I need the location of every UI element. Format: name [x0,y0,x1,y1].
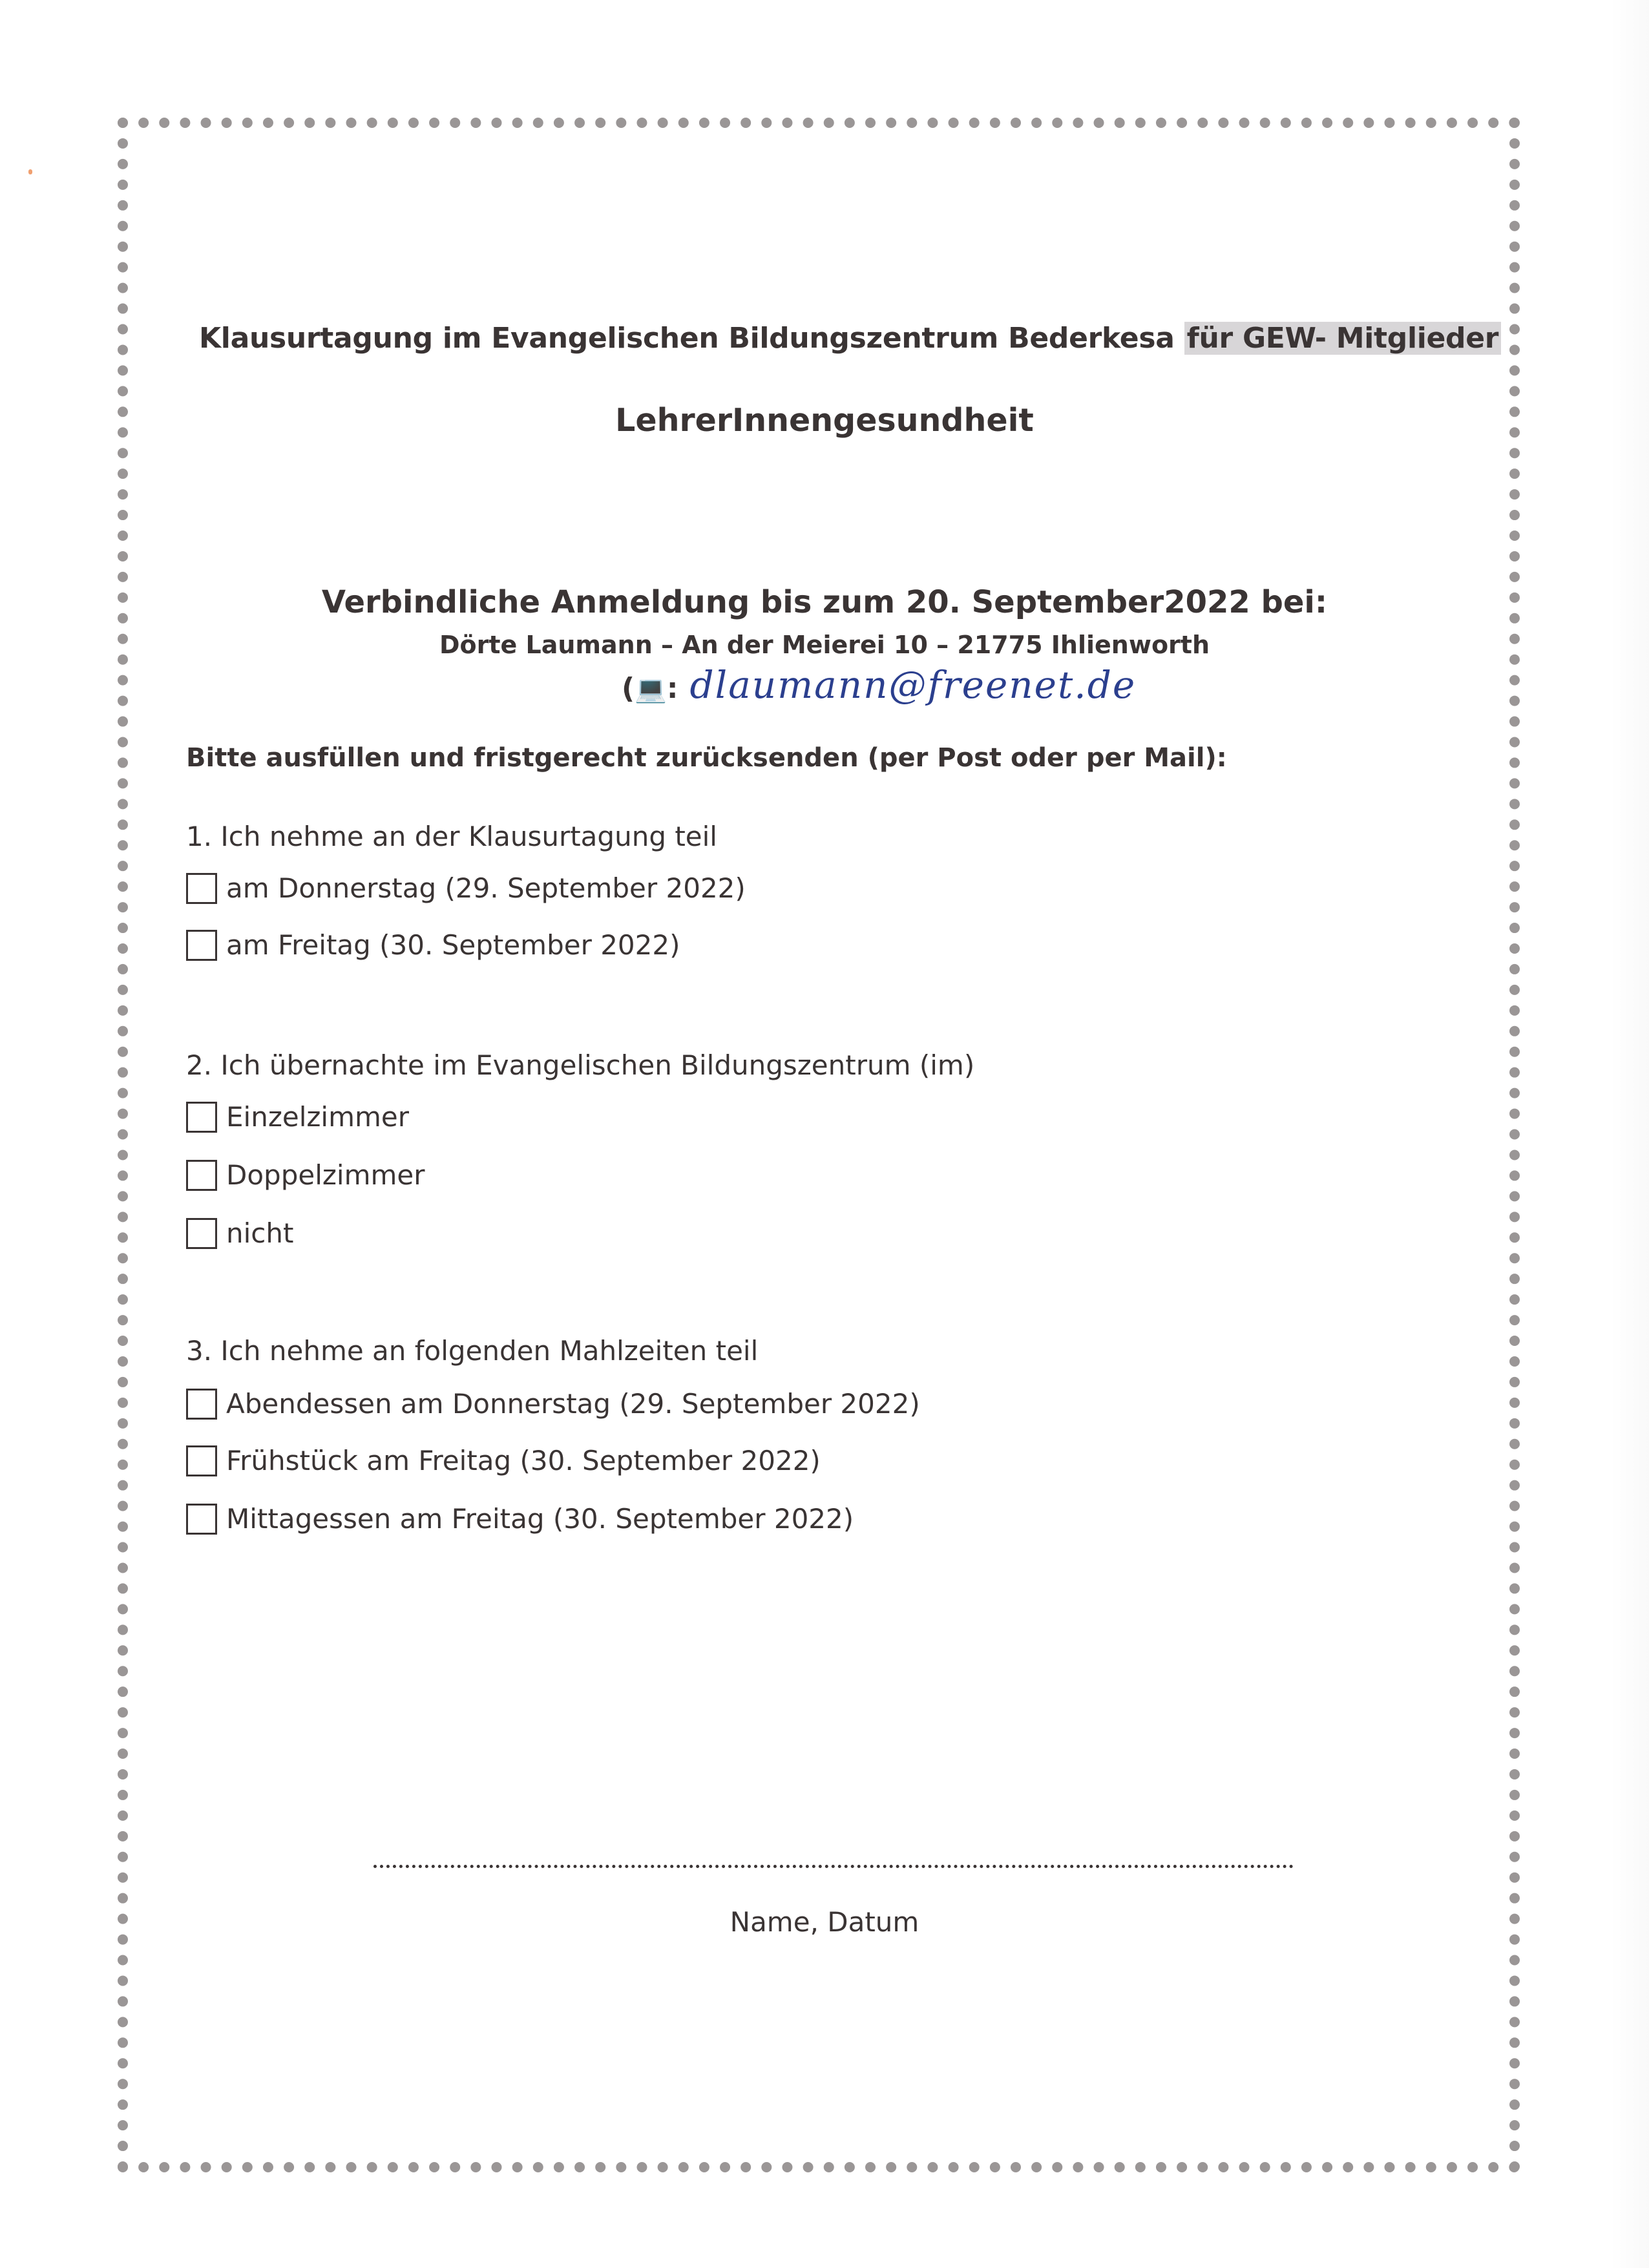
option-label: Abendessen am Donnerstag (29. September 2022) [226,1388,920,1420]
checkbox[interactable] [186,873,217,904]
page-title [199,322,1501,355]
title-main: Klausurtagung im Evangelischen Bildungszentrum Bederkesa [199,322,1184,355]
page-subtitle: LehrerInnengesundheit [615,402,1034,439]
email-line [622,663,1136,707]
instruction-text: Bitte ausfüllen und fristgerecht zurücksenden (per Post oder per Mail): [186,743,1227,773]
laptop-icon: 💻 [635,675,667,704]
registration-deadline: Verbindliche Anmeldung bis zum 20. September2022 bei: [321,584,1328,620]
section-1-heading: 1. Ich nehme an der Klausurtagung teil [186,821,717,852]
option-label: am Freitag (30. September 2022) [226,929,680,961]
option-label: Mittagessen am Freitag (30. September 2022) [226,1503,854,1535]
checkbox[interactable] [186,1504,217,1535]
section-3-heading: 3. Ich nehme an folgenden Mahlzeiten teil [186,1335,759,1367]
email-open-paren: ( [622,672,635,705]
signature-line[interactable] [373,1865,1294,1868]
option-label: nicht [226,1217,294,1249]
option-abendessen[interactable] [186,1388,920,1420]
option-label: Einzelzimmer [226,1101,410,1133]
option-fruehstueck[interactable] [186,1445,821,1476]
signature-label: Name, Datum [730,1906,919,1938]
title-highlight: für GEW- Mitglieder [1184,322,1502,355]
checkbox[interactable] [186,1445,217,1476]
option-freitag[interactable] [186,929,680,961]
checkbox[interactable] [186,1102,217,1133]
option-label: Frühstück am Freitag (30. September 2022) [226,1445,821,1476]
option-mittagessen[interactable] [186,1503,854,1535]
option-label: am Donnerstag (29. September 2022) [226,872,746,904]
checkbox[interactable] [186,1218,217,1249]
option-doppelzimmer[interactable] [186,1159,425,1191]
handwritten-email: dlaumann@freenet.de [689,663,1137,707]
email-colon: : [666,672,678,705]
option-nicht[interactable] [186,1217,293,1249]
scan-speck [28,169,32,174]
checkbox[interactable] [186,1389,217,1420]
option-einzelzimmer[interactable] [186,1101,409,1133]
registration-address: Dörte Laumann – An der Meierei 10 – 21775 Ihlienworth [439,631,1210,659]
section-2-heading: 2. Ich übernachte im Evangelischen Bildungszentrum (im) [186,1049,975,1081]
checkbox[interactable] [186,1160,217,1191]
option-donnerstag[interactable] [186,872,746,904]
option-label: Doppelzimmer [226,1159,425,1191]
checkbox[interactable] [186,930,217,961]
